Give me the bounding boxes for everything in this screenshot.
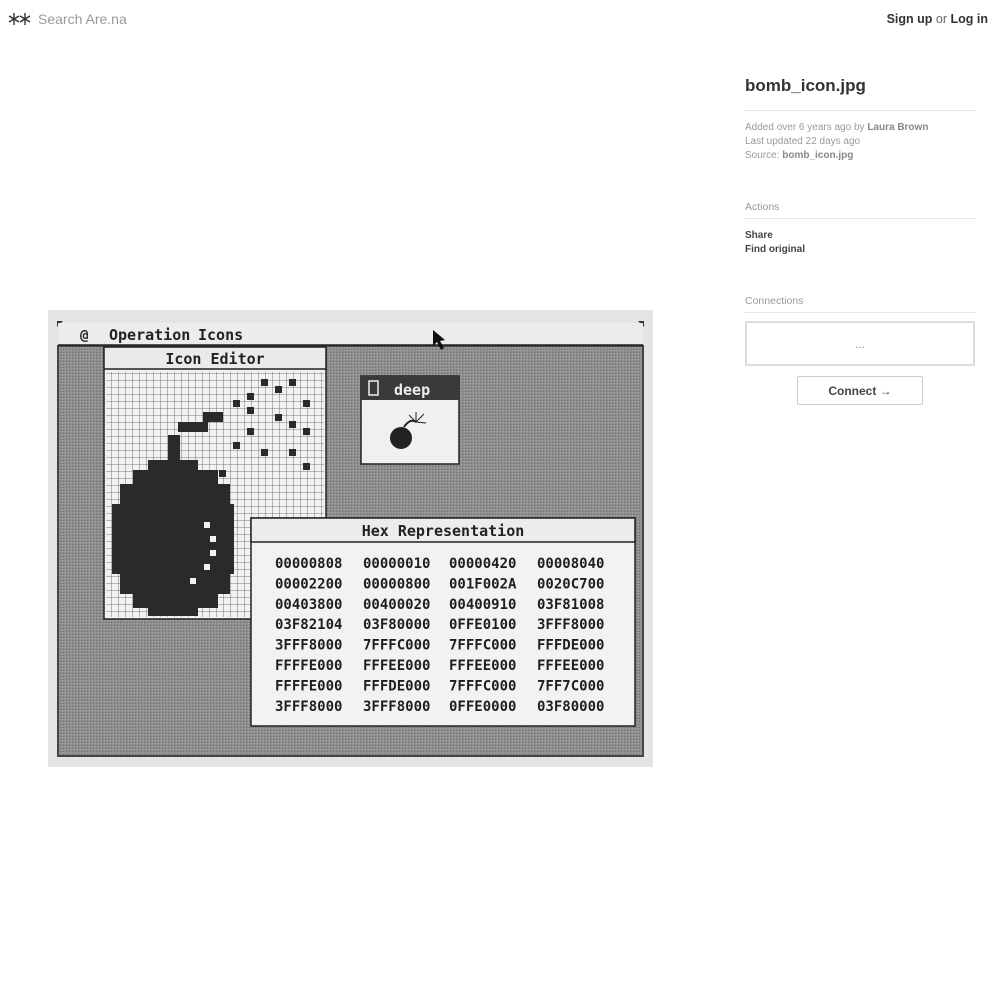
hex-value: 00403800: [275, 596, 343, 613]
connections-box: ...: [745, 321, 975, 366]
hex-value: FFFFE000: [275, 658, 343, 674]
hex-value: 00000010: [363, 556, 431, 572]
hex-value: 03F80000: [537, 698, 605, 715]
hex-value: 0FFE0100: [449, 617, 517, 634]
source-label: Source:: [745, 150, 780, 161]
hex-value: 03F82104: [275, 617, 343, 634]
hex-value: 7FFFC000: [449, 678, 517, 695]
hex-value: FFFEE000: [449, 658, 517, 674]
last-updated-text: Last updated 22 days ago: [745, 136, 861, 147]
deep-title: deep: [394, 381, 431, 399]
hex-value: 0FFE0000: [449, 698, 517, 715]
hex-value: 3FFF8000: [275, 637, 343, 654]
arena-logo-icon[interactable]: [8, 11, 32, 27]
log-in-link[interactable]: Log in: [950, 12, 988, 26]
hex-value: FFFEE000: [537, 658, 605, 674]
added-text: Added over 6 years ago by: [745, 122, 865, 133]
hex-window: [251, 518, 635, 726]
auth-links: [887, 12, 988, 26]
hex-value: 3FFF8000: [363, 698, 431, 715]
hex-value: 00000420: [449, 556, 517, 572]
hex-value: 03F81008: [537, 596, 605, 613]
hex-value: 00000800: [363, 576, 431, 593]
hex-value: FFFEE000: [363, 658, 431, 674]
hex-value: 00002200: [275, 576, 343, 593]
icon-editor-title: Icon Editor: [165, 350, 265, 368]
block-sidebar: [745, 76, 975, 405]
hex-value: 00000808: [275, 556, 343, 572]
hex-value: FFFDE000: [363, 678, 431, 695]
hex-value: FFFFE000: [275, 678, 343, 695]
hex-value: 03F80000: [363, 617, 431, 634]
menu-icons: Icons: [198, 326, 244, 344]
hex-value: FFFDE000: [537, 637, 605, 654]
connect-button[interactable]: Connect →: [797, 376, 923, 405]
find-original-link[interactable]: Find original: [745, 244, 805, 255]
hex-title: Hex Representation: [361, 522, 525, 540]
hex-value: 001F002A: [449, 576, 517, 593]
block-image[interactable]: [48, 310, 653, 767]
block-title: bomb_icon.jpg: [745, 76, 975, 111]
or-text: or: [935, 12, 948, 26]
block-metadata: [745, 121, 975, 163]
hex-value: 0020C700: [537, 576, 605, 593]
connections-heading: Connections: [745, 295, 975, 313]
hex-value: 3FFF8000: [537, 617, 605, 634]
hex-value: 3FFF8000: [275, 698, 343, 715]
actions-list: [745, 229, 975, 257]
hex-value: 7FF7C000: [537, 678, 605, 695]
top-bar: [0, 0, 1000, 40]
author-link[interactable]: Laura Brown: [867, 122, 929, 133]
share-link[interactable]: Share: [745, 230, 773, 241]
hex-value: 7FFFC000: [449, 637, 517, 654]
deep-window: [361, 376, 459, 464]
hex-value: 7FFFC000: [363, 637, 431, 654]
menu-operation: Operation: [109, 326, 191, 344]
source-link[interactable]: bomb_icon.jpg: [782, 150, 854, 161]
hex-value: 00008040: [537, 556, 605, 572]
bomb-icon: [390, 427, 412, 449]
hex-value: 00400020: [363, 596, 431, 613]
search-input[interactable]: [38, 9, 338, 29]
menu-apple: @: [80, 328, 89, 344]
hex-value: 00400910: [449, 596, 517, 613]
sign-up-link[interactable]: Sign up: [886, 12, 933, 26]
actions-heading: Actions: [745, 201, 975, 219]
